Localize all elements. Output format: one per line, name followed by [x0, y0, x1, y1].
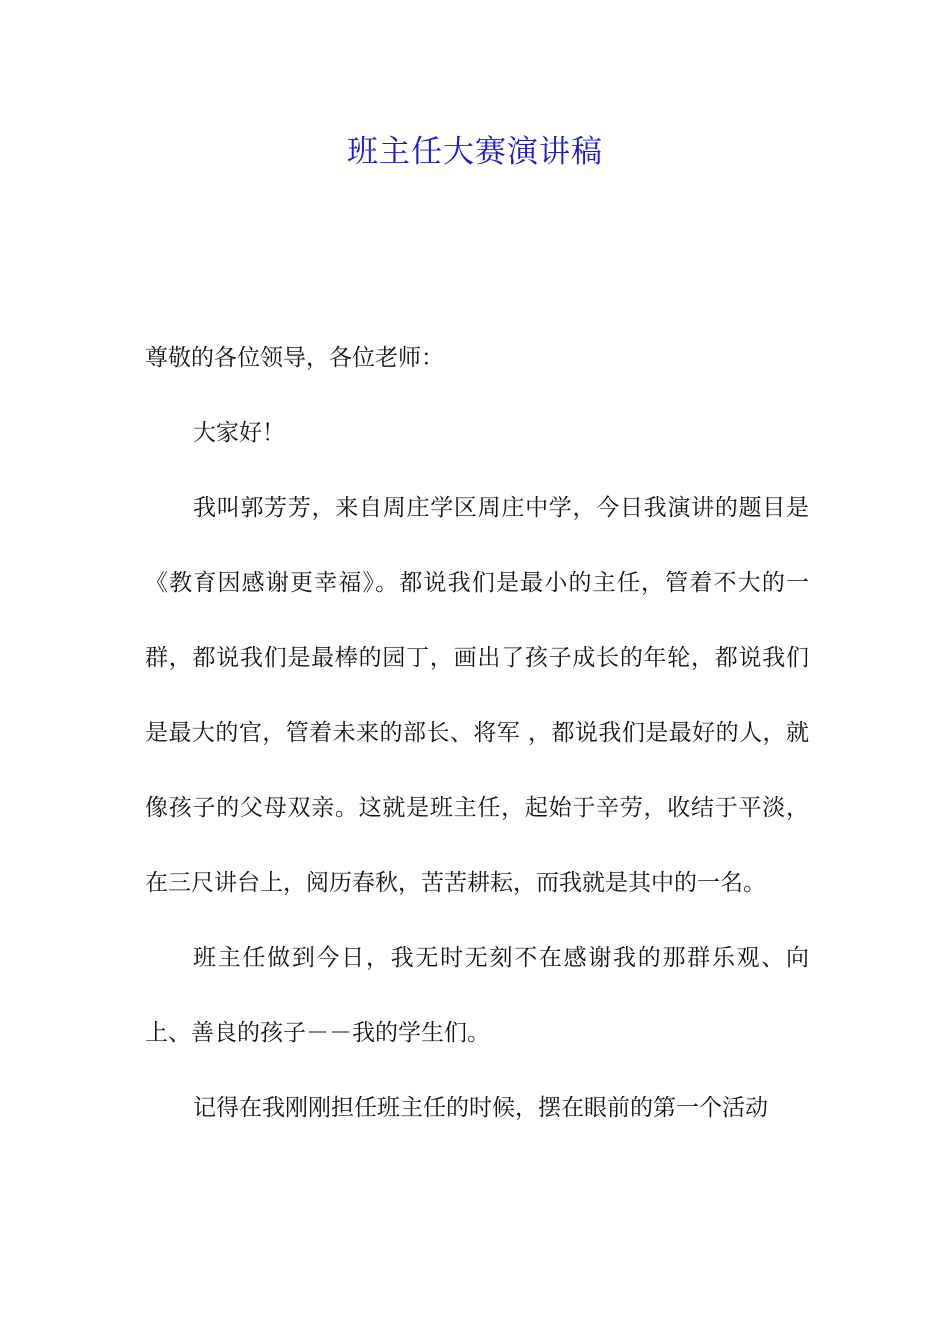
- paragraph-memory: 记得在我刚刚担任班主任的时候，摆在眼前的第一个活动: [193, 1095, 768, 1121]
- document-title: 班主任大赛演讲稿: [347, 134, 603, 170]
- salutation: 尊敬的各位领导，各位老师：: [145, 345, 444, 371]
- paragraph-introduction: 我叫郭芳芳，来自周庄学区周庄中学，今日我演讲的题目是《教育因感谢更幸福》。都说我们是最小的主任，管着不大的一群，都说我们是最棒的园丁，画出了孩子成长的年轮，都说我们是最大的官，管着未来的部长、将军 ，都说我们是最好的人，就像孩子的父母双亲。这就是班主任，起始于辛劳，收结于平淡，在三尺讲台上，阅历春秋，苦苦耕耘，而我就是其中的一名。: [145, 495, 809, 896]
- paragraph-greeting: 大家好！: [193, 420, 285, 446]
- paragraph-gratitude: 班主任做到今日，我无时无刻不在感谢我的那群乐观、向上、善良的孩子－－我的学生们。: [145, 945, 809, 1046]
- document-body: [145, 321, 809, 1146]
